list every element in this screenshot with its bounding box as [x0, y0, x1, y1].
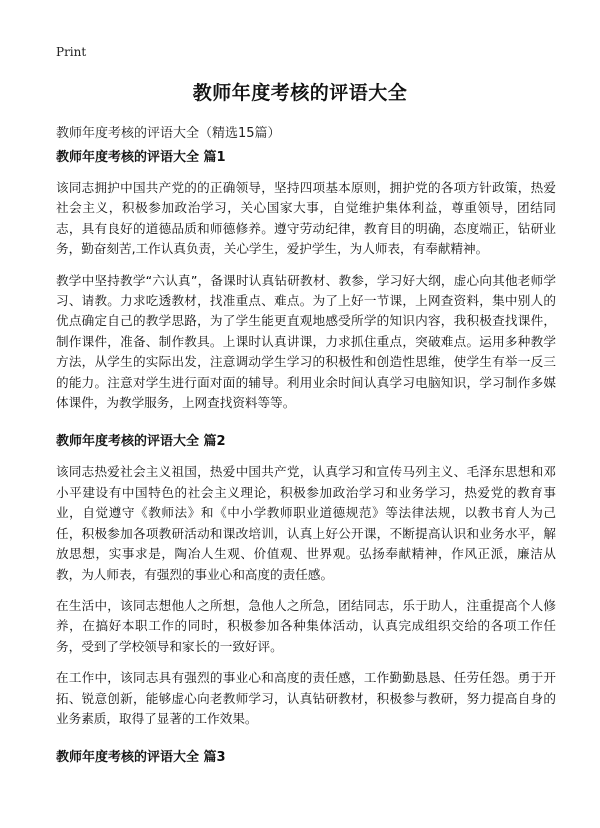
section-1 — [56, 148, 556, 413]
page-title: 教师年度考核的评语大全 — [192, 82, 408, 104]
paragraph: 在生活中，该同志想他人之所想，急他人之所急，团结同志，乐于助人，注重提高个人修养，在搞好本职工作的同时，积极参加各种集体活动，认真完成组织交给的各项工作任务，受到了学校领导和家长的一致好评。 — [56, 597, 556, 654]
paragraph: 该同志热爱社会主义祖国，热爱中国共产党，认真学习和宣传马列主义、毛泽东思想和邓小平建设有中国特色的社会主义理论，积极参加政治学习和业务学习，热爱党的教育事业，自觉遵守《教师法》和《中小学教师职业道德规范》等法律法规，以教书育人为己任，积极参加各项教研活动和课改培训，认真上好公开课，不断提高认识和业务水平，解放思想，实事求是，陶冶人生观、价值观、世界观。弘扬奉献精神，作风正派，廉洁从教，为人师表，有强烈的事业心和高度的责任感。 — [56, 464, 556, 582]
section-heading: 教师年度考核的评语大全 篇3 — [56, 750, 226, 766]
paragraph: 在工作中，该同志具有强烈的事业心和高度的责任感，工作勤勤恳恳、任劳任怨。勇于开拓、锐意创新，能够虚心向老教师学习，认真钻研教材，积极参与教研，努力提高自身的业务素质，取得了显著的工作效果。 — [56, 670, 556, 726]
section-heading: 教师年度考核的评语大全 篇2 — [56, 434, 226, 450]
document-content — [56, 148, 556, 778]
paragraph: 教学中坚持教学“六认真”，备课时认真钻研教材、教参，学习好大纲，虚心向其他老师学习、请教。力求吃透教材，找准重点、难点。为了上好一节课，上网查资料，集中别人的优点确定自己的教学思路，为了学生能更直观地感受所学的知识内容，我积极查找课件，制作课件，准备、制作教具。上课时认真讲课，力求抓住重点，突破难点。运用多种教学方法，从学生的实际出发，注意调动学生学习的积极性和创造性思维，使学生有举一反三的能力。注意对学生进行面对面的辅导。利用业余时间认真学习电脑知识，学习制作多媒体课件，为教学服务，上网查找资料等等。 — [56, 272, 556, 411]
print-label: Print — [56, 45, 87, 59]
section-2 — [56, 432, 556, 729]
section-heading: 教师年度考核的评语大全 篇1 — [56, 150, 226, 165]
document-subtitle: 教师年度考核的评语大全（精选15篇） — [56, 126, 281, 141]
paragraph: 该同志拥护中国共产党的的正确领导，坚持四项基本原则，拥护党的各项方针政策，热爱社会主义，积极参加政治学习，关心国家大事，自觉维护集体利益，尊重领导，团结同志，具有良好的道德品质和师德修养。遵守劳动纪律，教育目的明确，态度端正，钻研业务，勤奋刻苦,工作认真负责，关心学生，爱护学生，为人师表，有奉献精神。 — [56, 180, 556, 257]
section-3 — [56, 748, 556, 768]
